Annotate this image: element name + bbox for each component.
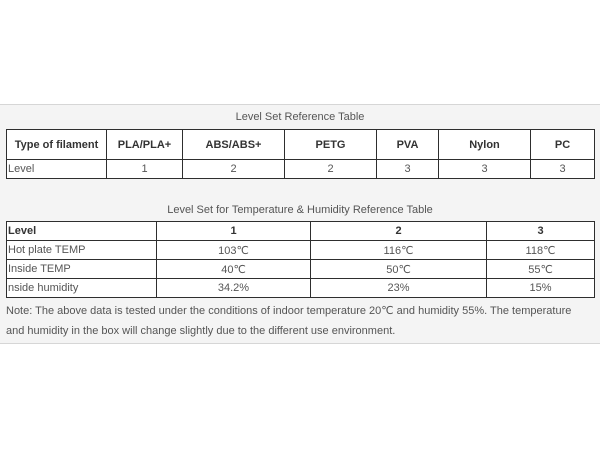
level-set-reference-table xyxy=(6,129,595,179)
temp-humidity-reference-table xyxy=(6,221,595,298)
table-cell: 3 xyxy=(439,160,531,179)
level-set-table-caption: Level Set Reference Table xyxy=(235,111,365,123)
header-cell: Type of filament xyxy=(7,130,107,160)
row-label: nside humidity xyxy=(7,279,157,298)
table-cell: 103℃ xyxy=(157,241,311,260)
table-cell: 116℃ xyxy=(311,241,487,260)
table-header-row xyxy=(7,130,595,160)
row-label: Hot plate TEMP xyxy=(7,241,157,260)
header-cell: PETG xyxy=(285,130,377,160)
header-cell: PC xyxy=(531,130,595,160)
table-cell: 23% xyxy=(311,279,487,298)
header-cell: Level xyxy=(7,222,157,241)
temp-humidity-table-caption: Level Set for Temperature & Humidity Reference Table xyxy=(167,204,433,216)
test-conditions-note: Note: The above data is tested under the conditions of indoor temperature 20℃ and humidity 55%. The temperature and humidity in the box will change slightly due to the different use environment. xyxy=(6,305,572,337)
table-cell: 1 xyxy=(107,160,183,179)
table-cell: 55℃ xyxy=(487,260,595,279)
table-cell: 15% xyxy=(487,279,595,298)
table-cell: 3 xyxy=(377,160,439,179)
table-cell: 34.2% xyxy=(157,279,311,298)
table-row xyxy=(7,241,595,260)
header-cell: 2 xyxy=(311,222,487,241)
table-cell: 50℃ xyxy=(311,260,487,279)
table-cell: 3 xyxy=(531,160,595,179)
table-header-row xyxy=(7,222,595,241)
table-cell: 118℃ xyxy=(487,241,595,260)
table-cell: 40℃ xyxy=(157,260,311,279)
header-cell: 1 xyxy=(157,222,311,241)
row-label: Level xyxy=(7,160,107,179)
header-cell: ABS/ABS+ xyxy=(183,130,285,160)
row-label: Inside TEMP xyxy=(7,260,157,279)
table-cell: 2 xyxy=(285,160,377,179)
table-row xyxy=(7,260,595,279)
table-cell: 2 xyxy=(183,160,285,179)
header-cell: PLA/PLA+ xyxy=(107,130,183,160)
header-cell: 3 xyxy=(487,222,595,241)
header-cell: PVA xyxy=(377,130,439,160)
header-cell: Nylon xyxy=(439,130,531,160)
table-row xyxy=(7,279,595,298)
table-row xyxy=(7,160,595,179)
